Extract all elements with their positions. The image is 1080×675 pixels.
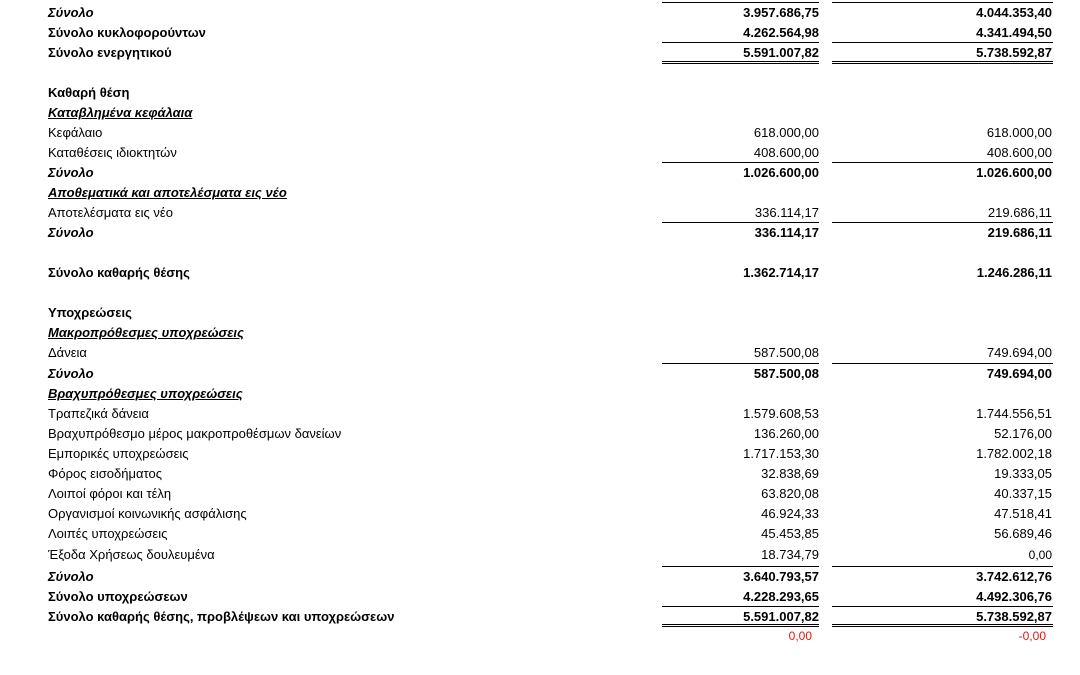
double-rule	[662, 61, 819, 64]
section-heading	[0, 82, 1080, 102]
value-previous: 1.246.286,11	[976, 265, 1052, 280]
value-current: 4.228.293,65	[743, 589, 819, 604]
value-current: 136.260,00	[753, 426, 819, 441]
value-current: 1.717.153,30	[743, 446, 819, 461]
row-label: Σύνολο καθαρής θέσης, προβλέψεων και υποχρεώσεων	[48, 609, 395, 624]
double-rule	[832, 624, 1053, 627]
value-current: 1.362.714,17	[743, 265, 819, 280]
double-rule	[662, 624, 819, 627]
table-row	[0, 483, 1080, 503]
table-row	[0, 606, 1080, 626]
row-label: Φόρος εισοδήματος	[48, 466, 162, 481]
double-rule	[832, 61, 1053, 64]
value-current: 18.734,79	[761, 547, 819, 562]
row-label: Σύνολο	[48, 366, 94, 381]
subsection-heading	[0, 182, 1080, 202]
table-row	[0, 566, 1080, 586]
difference-previous: -0,00	[1018, 629, 1046, 643]
value-previous: 219.686,11	[987, 225, 1052, 240]
value-previous: 4.044.353,40	[976, 5, 1052, 20]
value-previous: 52.176,00	[994, 426, 1052, 441]
value-previous: 408.600,00	[986, 145, 1052, 160]
row-label: Σύνολο	[48, 225, 94, 240]
table-row	[0, 443, 1080, 463]
row-label: Σύνολο ενεργητικού	[48, 45, 172, 60]
rule-line	[662, 162, 819, 163]
row-label: Λοιπές υποχρεώσεις	[48, 526, 168, 541]
rule-line	[662, 42, 819, 43]
row-label: Μακροπρόθεσμες υποχρεώσεις	[48, 325, 244, 340]
value-current: 1.026.600,00	[743, 165, 819, 180]
row-label: Σύνολο υποχρεώσεων	[48, 589, 188, 604]
value-previous: 1.744.556,51	[976, 406, 1052, 421]
subsection-heading	[0, 322, 1080, 342]
rule-line	[662, 606, 819, 607]
rule-line	[662, 566, 819, 567]
value-current: 3.640.793,57	[743, 569, 819, 584]
row-label: Οργανισμοί κοινωνικής ασφάλισης	[48, 506, 247, 521]
table-row	[0, 586, 1080, 606]
value-previous: 1.026.600,00	[976, 165, 1052, 180]
value-previous: 618.000,00	[986, 125, 1052, 140]
row-label: Βραχυπρόθεσμες υποχρεώσεις	[48, 386, 243, 401]
row-label: Καταθέσεις ιδιοκτητών	[48, 145, 177, 160]
value-current: 336.114,17	[754, 205, 819, 220]
value-previous: 3.742.612,76	[976, 569, 1052, 584]
row-label: Σύνολο	[48, 5, 94, 20]
value-previous: 1.782.002,18	[976, 446, 1052, 461]
table-row	[0, 2, 1080, 22]
rule-line	[832, 566, 1053, 567]
value-current: 4.262.564,98	[743, 25, 819, 40]
value-previous: 749.694,00	[986, 345, 1052, 360]
difference-current: 0,00	[788, 629, 812, 643]
row-label: Υποχρεώσεις	[48, 305, 132, 320]
table-row	[0, 22, 1080, 42]
row-label: Έξοδα Χρήσεως δουλευμένα	[48, 547, 215, 562]
table-row	[0, 523, 1080, 543]
row-label: Σύνολο	[48, 569, 94, 584]
value-current: 408.600,00	[753, 145, 819, 160]
table-row	[0, 463, 1080, 483]
value-previous: 4.341.494,50	[976, 25, 1052, 40]
row-label: Σύνολο καθαρής θέσης	[48, 265, 190, 280]
value-current: 336.114,17	[754, 225, 819, 240]
row-label: Καταβλημένα κεφάλαια	[48, 105, 193, 120]
row-label: Βραχυπρόθεσμο μέρος μακροπροθέσμων δανείων	[48, 426, 342, 441]
value-previous: 56.689,46	[994, 526, 1052, 541]
table-row	[0, 544, 1080, 564]
rule-line	[832, 42, 1053, 43]
row-label: Σύνολο κυκλοφορούντων	[48, 25, 206, 40]
value-previous: 5.738.592,87	[976, 45, 1052, 60]
subsection-heading	[0, 383, 1080, 403]
section-heading	[0, 302, 1080, 322]
table-row	[0, 142, 1080, 162]
row-label: Κεφάλαιο	[48, 125, 103, 140]
table-row	[0, 202, 1080, 222]
value-current: 618.000,00	[753, 125, 819, 140]
value-current: 5.591.007,82	[743, 609, 819, 624]
value-previous: 0,00	[1028, 548, 1052, 562]
rule-line	[832, 606, 1053, 607]
value-previous: 4.492.306,76	[976, 589, 1052, 604]
row-label: Εμπορικές υποχρεώσεις	[48, 446, 189, 461]
value-previous: 5.738.592,87	[976, 609, 1052, 624]
value-current: 3.957.686,75	[743, 5, 819, 20]
value-current: 32.838,69	[761, 466, 819, 481]
row-label: Αποτελέσματα εις νέο	[48, 205, 173, 220]
value-current: 587.500,08	[753, 366, 819, 381]
rule-line	[662, 363, 819, 364]
table-row	[0, 42, 1080, 62]
value-current: 1.579.608,53	[743, 406, 819, 421]
table-row	[0, 262, 1080, 282]
difference-row	[0, 625, 1080, 645]
value-current: 5.591.007,82	[743, 45, 819, 60]
row-label: Αποθεματικά και αποτελέσματα εις νέο	[48, 185, 287, 200]
value-previous: 749.694,00	[986, 366, 1052, 381]
rule-line	[832, 363, 1053, 364]
value-current: 63.820,08	[761, 486, 819, 501]
table-row	[0, 162, 1080, 182]
rule-line	[832, 2, 1053, 3]
value-current: 587.500,08	[753, 345, 819, 360]
value-current: 46.924,33	[761, 506, 819, 521]
value-current: 45.453,85	[761, 526, 819, 541]
row-label: Σύνολο	[48, 165, 94, 180]
row-label: Καθαρή θέση	[48, 85, 130, 100]
table-row	[0, 503, 1080, 523]
rule-line	[832, 162, 1053, 163]
rule-line	[662, 222, 819, 223]
subsection-heading	[0, 102, 1080, 122]
row-label: Λοιποί φόροι και τέλη	[48, 486, 172, 501]
table-row	[0, 222, 1080, 242]
value-previous: 40.337,15	[994, 486, 1052, 501]
value-previous: 47.518,41	[994, 506, 1052, 521]
table-row	[0, 423, 1080, 443]
row-label: Δάνεια	[48, 345, 87, 360]
table-row	[0, 363, 1080, 383]
value-previous: 219.686,11	[987, 205, 1052, 220]
value-previous: 19.333,05	[994, 466, 1052, 481]
rule-line	[832, 222, 1053, 223]
table-row	[0, 403, 1080, 423]
row-label: Τραπεζικά δάνεια	[48, 406, 149, 421]
rule-line	[662, 2, 819, 3]
table-row	[0, 342, 1080, 362]
table-row	[0, 122, 1080, 142]
